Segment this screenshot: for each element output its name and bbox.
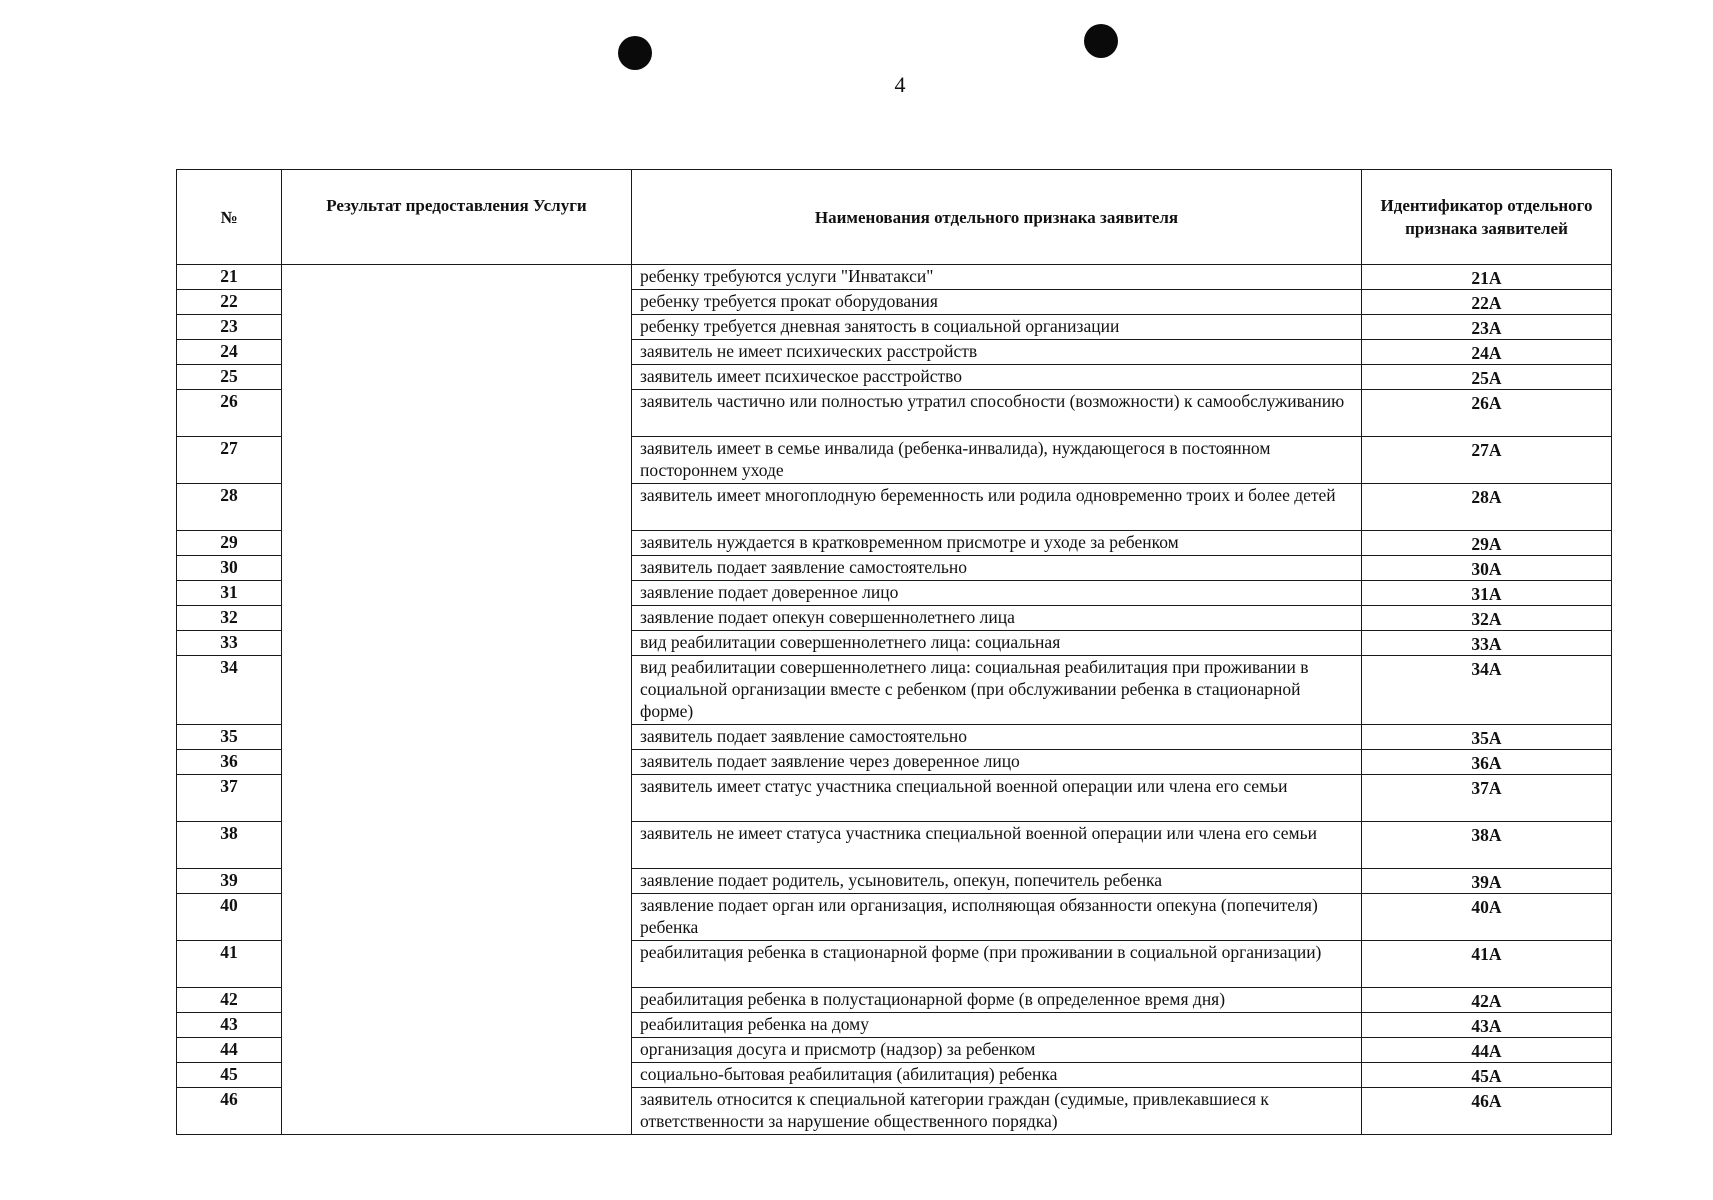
attribute-name: заявление подает родитель, усыновитель, опекун, попечитель ребенка bbox=[632, 869, 1362, 894]
attribute-name: вид реабилитации совершеннолетнего лица: социальная bbox=[632, 631, 1362, 656]
attribute-name: заявитель имеет статус участника специальной военной операции или члена его семьи bbox=[632, 775, 1362, 822]
row-number: 21 bbox=[177, 265, 282, 290]
attribute-id: 40А bbox=[1362, 894, 1612, 941]
row-number: 25 bbox=[177, 365, 282, 390]
row-number: 22 bbox=[177, 290, 282, 315]
header-id: Идентификатор отдельного признака заявителей bbox=[1362, 170, 1612, 265]
row-number: 34 bbox=[177, 656, 282, 725]
attribute-name: реабилитация ребенка на дому bbox=[632, 1013, 1362, 1038]
row-number: 31 bbox=[177, 581, 282, 606]
row-number: 42 bbox=[177, 988, 282, 1013]
attribute-name: ребенку требуется прокат оборудования bbox=[632, 290, 1362, 315]
attribute-name: организация досуга и присмотр (надзор) за ребенком bbox=[632, 1038, 1362, 1063]
attribute-name: ребенку требуются услуги "Инватакси" bbox=[632, 265, 1362, 290]
row-number: 37 bbox=[177, 775, 282, 822]
attribute-id: 25А bbox=[1362, 365, 1612, 390]
row-number: 33 bbox=[177, 631, 282, 656]
row-number: 46 bbox=[177, 1088, 282, 1135]
row-number: 27 bbox=[177, 437, 282, 484]
attribute-name: заявитель частично или полностью утратил способности (возможности) к самообслуживанию bbox=[632, 390, 1362, 437]
table-header-row bbox=[177, 170, 1612, 265]
row-number: 26 bbox=[177, 390, 282, 437]
attribute-id: 23А bbox=[1362, 315, 1612, 340]
attribute-id: 42А bbox=[1362, 988, 1612, 1013]
attribute-id: 45А bbox=[1362, 1063, 1612, 1088]
result-cell bbox=[282, 265, 632, 1135]
row-number: 24 bbox=[177, 340, 282, 365]
attribute-id: 24А bbox=[1362, 340, 1612, 365]
attribute-id: 36А bbox=[1362, 750, 1612, 775]
header-name: Наименования отдельного признака заявителя bbox=[632, 170, 1362, 265]
attribute-id: 26А bbox=[1362, 390, 1612, 437]
row-number: 28 bbox=[177, 484, 282, 531]
attribute-name: заявитель не имеет статуса участника специальной военной операции или члена его семьи bbox=[632, 822, 1362, 869]
header-num: № bbox=[177, 170, 282, 265]
attribute-id: 27А bbox=[1362, 437, 1612, 484]
row-number: 35 bbox=[177, 725, 282, 750]
attribute-name: заявление подает орган или организация, исполняющая обязанности опекуна (попечителя) ребенка bbox=[632, 894, 1362, 941]
attribute-name: заявитель подает заявление самостоятельно bbox=[632, 556, 1362, 581]
attribute-id: 30А bbox=[1362, 556, 1612, 581]
punch-hole-left bbox=[618, 36, 652, 70]
row-number: 38 bbox=[177, 822, 282, 869]
row-number: 44 bbox=[177, 1038, 282, 1063]
attribute-id: 44А bbox=[1362, 1038, 1612, 1063]
attribute-name: заявление подает опекун совершеннолетнего лица bbox=[632, 606, 1362, 631]
attribute-id: 29А bbox=[1362, 531, 1612, 556]
attribute-name: заявитель относится к специальной категории граждан (судимые, привлекавшиеся к ответственности за нарушение общественного порядка) bbox=[632, 1088, 1362, 1135]
attribute-id: 37А bbox=[1362, 775, 1612, 822]
attribute-id: 41А bbox=[1362, 941, 1612, 988]
attribute-name: заявитель подает заявление самостоятельно bbox=[632, 725, 1362, 750]
attribute-id: 43А bbox=[1362, 1013, 1612, 1038]
attribute-name: заявитель нуждается в кратковременном присмотре и уходе за ребенком bbox=[632, 531, 1362, 556]
attribute-id: 38А bbox=[1362, 822, 1612, 869]
punch-hole-right bbox=[1084, 24, 1118, 58]
applicant-attributes-table bbox=[176, 169, 1612, 1135]
attribute-id: 31А bbox=[1362, 581, 1612, 606]
row-number: 29 bbox=[177, 531, 282, 556]
attribute-name: ребенку требуется дневная занятость в социальной организации bbox=[632, 315, 1362, 340]
attribute-id: 46А bbox=[1362, 1088, 1612, 1135]
attribute-id: 21А bbox=[1362, 265, 1612, 290]
attribute-name: социально-бытовая реабилитация (абилитация) ребенка bbox=[632, 1063, 1362, 1088]
attribute-id: 34А bbox=[1362, 656, 1612, 725]
header-result: Результат предоставления Услуги bbox=[282, 170, 632, 265]
row-number: 41 bbox=[177, 941, 282, 988]
row-number: 32 bbox=[177, 606, 282, 631]
row-number: 40 bbox=[177, 894, 282, 941]
attribute-id: 32А bbox=[1362, 606, 1612, 631]
attribute-id: 39А bbox=[1362, 869, 1612, 894]
attribute-name: заявитель не имеет психических расстройств bbox=[632, 340, 1362, 365]
attribute-name: реабилитация ребенка в стационарной форме (при проживании в социальной организации) bbox=[632, 941, 1362, 988]
page-number: 4 bbox=[894, 72, 906, 97]
attribute-name: заявитель имеет психическое расстройство bbox=[632, 365, 1362, 390]
table-row bbox=[177, 265, 1612, 290]
row-number: 23 bbox=[177, 315, 282, 340]
attribute-name: вид реабилитации совершеннолетнего лица: социальная реабилитация при проживании в социальной организации вместе с ребенком (при обслуживании ребенка в стационарной форме) bbox=[632, 656, 1362, 725]
row-number: 39 bbox=[177, 869, 282, 894]
row-number: 36 bbox=[177, 750, 282, 775]
attribute-id: 33А bbox=[1362, 631, 1612, 656]
attribute-name: заявитель имеет многоплодную беременность или родила одновременно троих и более детей bbox=[632, 484, 1362, 531]
row-number: 45 bbox=[177, 1063, 282, 1088]
row-number: 43 bbox=[177, 1013, 282, 1038]
attribute-id: 35А bbox=[1362, 725, 1612, 750]
table-body bbox=[177, 265, 1612, 1135]
attribute-name: реабилитация ребенка в полустационарной форме (в определенное время дня) bbox=[632, 988, 1362, 1013]
row-number: 30 bbox=[177, 556, 282, 581]
attribute-name: заявитель имеет в семье инвалида (ребенка-инвалида), нуждающегося в постоянном постороннем уходе bbox=[632, 437, 1362, 484]
attribute-name: заявление подает доверенное лицо bbox=[632, 581, 1362, 606]
attribute-name: заявитель подает заявление через доверенное лицо bbox=[632, 750, 1362, 775]
attribute-id: 22А bbox=[1362, 290, 1612, 315]
attribute-id: 28А bbox=[1362, 484, 1612, 531]
